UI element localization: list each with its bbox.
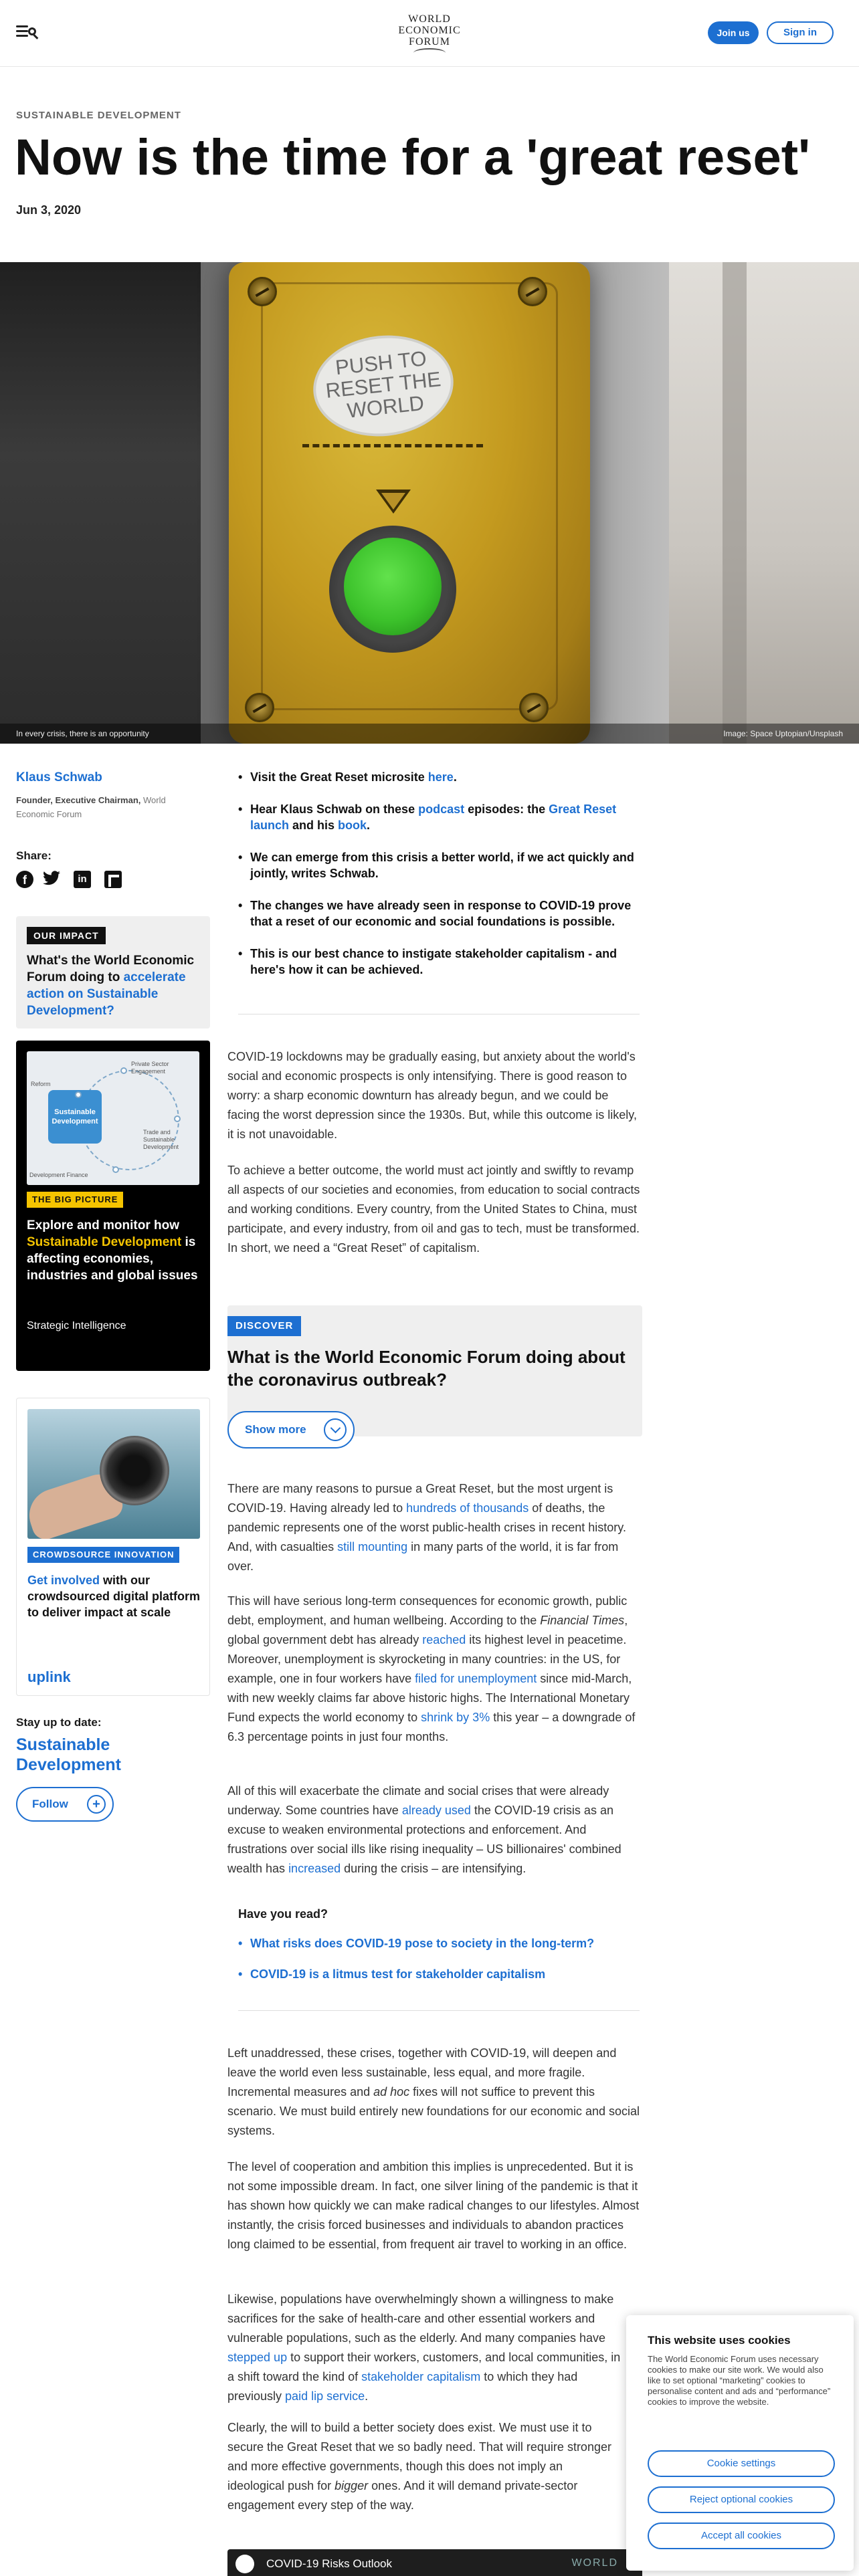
para-text: in many parts of the world, it is far from over. xyxy=(227,1540,619,1573)
screw-icon xyxy=(245,693,274,722)
menu-icon-bar xyxy=(16,35,28,37)
site-header xyxy=(0,0,859,67)
paragraph xyxy=(227,1479,642,1576)
para-text: . xyxy=(365,2389,369,2403)
paragraph: The level of cooperation and ambition this implies is unprecedented. But it is not some impossible dream. In fact, one silver lining of the pandemic is that it has shown how quickly we can make radical changes to our lifestyles. Almost instantly, the crisis forced businesses and individuals to abandon practices long claimed to be essential, from frequent air travel to working in an office. xyxy=(227,2160,640,2251)
paragraph: To achieve a better outcome, the world must act jointly and swiftly to revamp all aspects of our societies and economies, from education to social contracts and working conditions. Every country, from the United States to China, must participate, and every industry, from oil and gas to tech, must be transformed. In short, we need a “Great Reset” of capitalism. xyxy=(227,1164,640,1255)
key-point: • We can emerge from this crisis a better world, if we act quickly and jointly, writes Schwab. xyxy=(238,849,642,881)
impact-text xyxy=(27,952,199,1019)
facebook-icon[interactable]: f xyxy=(16,871,33,888)
cookie-text: The World Economic Forum uses necessary cookies to make our site work. We would also like to set optional “marketing” cookies to personalise content and ads and “performance” cookies to improve the website. xyxy=(648,2354,831,2407)
inline-link[interactable]: stepped up xyxy=(227,2351,288,2364)
inline-link[interactable]: paid lip service xyxy=(285,2389,365,2403)
hero-credit: Image: Space Uptopian/Unsplash xyxy=(723,729,843,738)
screw-icon xyxy=(518,277,547,306)
key-point-text: . xyxy=(367,819,371,832)
crowdsource-tag: CROWDSOURCE INNOVATION xyxy=(27,1547,179,1563)
strategic-intelligence-label: Strategic Intelligence xyxy=(27,1320,126,1331)
microsite-link[interactable]: here xyxy=(427,770,454,784)
screw-icon xyxy=(519,693,549,722)
para-text: This will have serious long-term consequences for economic growth, public debt, employment, and human wellbeing. According to the xyxy=(227,1594,628,1627)
impact-text-start: What's the World Economic Forum doing to xyxy=(27,954,195,984)
hero-bg-dark xyxy=(0,262,201,744)
our-impact-card[interactable] xyxy=(16,916,210,1029)
wef-logo[interactable] xyxy=(395,13,464,55)
impact-link[interactable]: accelerate action on Sustainable Development? xyxy=(27,970,186,1018)
key-point-text: episodes: the xyxy=(464,802,549,816)
big-picture-tag: THE BIG PICTURE xyxy=(27,1192,123,1208)
map-node-dot xyxy=(112,1166,119,1173)
map-node-label: Reform xyxy=(31,1081,51,1087)
inline-link[interactable]: shrink by 3% xyxy=(421,1711,490,1724)
search-icon-handle xyxy=(33,34,39,39)
menu-icon xyxy=(16,25,28,27)
follow-label: Follow xyxy=(32,1798,68,1810)
para-text: Likewise, populations have overwhelmingly shown a willingness to make sacrifices for the sake of health-care and other essential workers and vulnerable populations, such as the elderly. And many companies have xyxy=(227,2292,614,2345)
key-points xyxy=(238,769,642,994)
crowdsource-text-end: with our crowdsourced digital platform to deliver impact at scale xyxy=(27,1574,201,1619)
inline-link[interactable]: increased xyxy=(288,1862,341,1875)
para-text: this year – a downgrade of 6.3 percentage points in just four months. xyxy=(227,1711,636,1743)
para-text: All of this will exacerbate the climate and social crises that were already underway. Some countries have xyxy=(227,1784,609,1817)
big-picture-card[interactable] xyxy=(16,1041,210,1371)
plus-icon: + xyxy=(87,1795,106,1814)
video-embed[interactable] xyxy=(227,2549,642,2576)
logo-line: WORLD xyxy=(408,13,451,25)
author-name[interactable]: Klaus Schwab xyxy=(16,770,102,784)
impact-tag: OUR IMPACT xyxy=(27,927,106,944)
stay-up-to-date-label: Stay up to date: xyxy=(16,1716,102,1729)
inline-link[interactable]: already used xyxy=(401,1804,471,1817)
follow-button[interactable] xyxy=(16,1787,114,1822)
key-point: • The changes we have already seen in response to COVID-19 prove that a reset of our economic and social foundations is possible. xyxy=(238,897,642,930)
hero-image xyxy=(0,262,859,744)
related-link[interactable]: • What risks does COVID-19 pose to society in the long-term? xyxy=(238,1935,640,1951)
chevron-down-icon xyxy=(324,1418,347,1441)
related-links xyxy=(238,1935,640,1997)
flipboard-icon[interactable] xyxy=(104,871,122,888)
book-link[interactable]: book xyxy=(338,819,367,832)
key-point xyxy=(238,801,642,833)
hero-bg-light xyxy=(669,262,859,744)
para-text-em: bigger xyxy=(335,2479,369,2492)
cookie-banner xyxy=(626,2315,854,2571)
uplink-logo: uplink xyxy=(27,1669,71,1685)
paragraph xyxy=(227,2290,622,2406)
menu-icon-bar xyxy=(16,30,28,32)
hero-pole xyxy=(723,262,747,744)
share-label: Share: xyxy=(16,849,52,862)
key-point-text: Visit the Great Reset microsite xyxy=(250,770,428,784)
divider xyxy=(238,2010,640,2011)
video-logo: WORLD xyxy=(571,2557,618,2569)
para-text: since mid-March, with new weekly claims far above historic highs. The International Monetary Fund expects the world economy to xyxy=(227,1672,632,1724)
key-point: • This is our best chance to instigate stakeholder capitalism - and here's how it can be achieved. xyxy=(238,946,642,978)
article-date: Jun 3, 2020 xyxy=(16,203,82,217)
map-node-dot xyxy=(75,1091,82,1098)
paragraph: COVID-19 lockdowns may be gradually easing, but anxiety about the world's social and economic prospects is only intensifying. There is good reason to worry: a sharp economic downturn has already begun, and we could be facing the worst depression since the 1930s. But, while this outcome is likely, it is not unavoidable. xyxy=(227,1050,637,1141)
paragraph xyxy=(227,1782,642,1879)
lens-shape xyxy=(100,1436,169,1505)
green-button-ring xyxy=(329,526,456,653)
map-node-dot xyxy=(174,1115,181,1122)
map-center-node: Sustainable Development xyxy=(48,1090,102,1144)
logo-line: ECONOMIC xyxy=(398,25,461,36)
video-title[interactable]: COVID-19 Risks Outlook xyxy=(266,2557,392,2570)
author-org: World Economic Forum xyxy=(16,795,166,819)
para-text: of deaths, the pandemic represents one of the worst public-health crises in recent history. And, with casualties xyxy=(227,1501,626,1553)
para-text: to support their workers, customers, and local communities, in a shift toward the kind of xyxy=(227,2351,621,2383)
map-node-label: Development Finance xyxy=(29,1172,88,1178)
author-title: Founder, Executive Chairman, xyxy=(16,795,141,805)
inline-link[interactable]: hundreds of thousands xyxy=(406,1501,529,1515)
key-point-text: . xyxy=(453,770,457,784)
screw-icon xyxy=(248,277,277,306)
linkedin-icon[interactable]: in xyxy=(74,871,91,888)
great-reset-launch-link[interactable]: Great Reset launch xyxy=(250,802,617,832)
author-role xyxy=(16,793,190,821)
para-text: Clearly, the will to build a better society does exist. We must use it to secure the Great Reset that we so badly need. That will require stronger and more effective governments, though this does not imply an ideological push for xyxy=(227,2421,611,2492)
para-text: the COVID-19 crisis as an excuse to weaken environmental protections and enforcement. And frustrations over social ills like rising inequality – US billionaires' combined wealth has xyxy=(227,1804,622,1875)
paragraph xyxy=(227,2418,622,2515)
get-involved-link[interactable]: Get involved xyxy=(27,1574,100,1587)
have-you-read-label: Have you read? xyxy=(238,1907,328,1921)
big-picture-text xyxy=(27,1217,202,1284)
discover-tag: DISCOVER xyxy=(227,1316,301,1336)
bp-text-highlight: Sustainable Development xyxy=(27,1235,182,1249)
reset-button-box xyxy=(229,262,590,744)
menu-search-button[interactable] xyxy=(16,24,39,40)
map-node-label: Trade and Sustainable Development xyxy=(143,1129,179,1150)
reject-cookies-button[interactable]: Reject optional cookies xyxy=(648,2486,835,2513)
crowdsource-card[interactable] xyxy=(16,1398,210,1696)
cookie-title: This website uses cookies xyxy=(648,2334,791,2347)
key-point-text: Hear Klaus Schwab on these xyxy=(250,802,419,816)
para-text: fixes will not suffice to prevent this scenario. We must build entirely new foundations for our economic and social systems. xyxy=(227,2085,640,2137)
paragraph xyxy=(227,2044,642,2141)
map-node-dot xyxy=(120,1067,127,1074)
para-text: , global government debt has already xyxy=(227,1614,628,1646)
inline-link[interactable]: filed for unemployment xyxy=(415,1672,537,1685)
inline-link[interactable]: stakeholder capitalism xyxy=(361,2370,481,2383)
map-node-label: Private Sector Engagement xyxy=(131,1061,169,1075)
arrow-down-icon xyxy=(376,490,411,514)
green-push-button xyxy=(344,538,442,635)
crowdsource-text xyxy=(27,1572,203,1620)
join-us-button[interactable]: Join us xyxy=(708,21,759,44)
follow-topic[interactable]: Sustainable Development xyxy=(16,1735,121,1774)
logo-arc xyxy=(413,48,446,58)
paragraph xyxy=(227,1592,642,1747)
accept-cookies-button[interactable]: Accept all cookies xyxy=(648,2523,835,2549)
article-title: Now is the time for a 'great reset' xyxy=(15,129,811,186)
inline-link[interactable]: still mounting xyxy=(337,1540,408,1553)
logo-line: FORUM xyxy=(409,36,450,47)
show-more-label: Show more xyxy=(245,1423,306,1436)
discover-heading: What is the World Economic Forum doing about the coronavirus outbreak? xyxy=(227,1347,626,1390)
para-text: ones. And it will demand private-sector engagement every step of the way. xyxy=(227,2479,578,2512)
para-text: its highest level in peacetime. Moreover, unemployment is skyrocketing in many countries: in the US, for example, one in four workers have xyxy=(227,1633,627,1685)
hero-caption: In every crisis, there is an opportunity xyxy=(16,729,149,738)
push-to-reset-sticker: PUSH TO RESET THE WORLD xyxy=(308,328,459,443)
inline-link[interactable]: reached xyxy=(422,1633,466,1646)
twitter-icon[interactable] xyxy=(43,871,60,888)
key-point xyxy=(238,769,642,785)
para-text-em: Financial Times xyxy=(540,1614,625,1627)
para-text: to which they had previously xyxy=(227,2370,578,2403)
transformation-map-image xyxy=(27,1051,199,1185)
lens-photo xyxy=(27,1409,200,1539)
sign-in-button[interactable]: Sign in xyxy=(767,21,834,44)
related-link[interactable]: • COVID-19 is a litmus test for stakeholder capitalism xyxy=(238,1966,640,1982)
cookie-settings-button[interactable]: Cookie settings xyxy=(648,2450,835,2477)
key-point-text: and his xyxy=(289,819,339,832)
para-text: Left unaddressed, these crises, together with COVID-19, will deepen and leave the world even less sustainable, less equal, and more fragile. Incremental measures and xyxy=(227,2046,617,2099)
para-text-em: ad hoc xyxy=(373,2085,410,2099)
bp-text-start: Explore and monitor how xyxy=(27,1218,180,1232)
article-topic[interactable]: SUSTAINABLE DEVELOPMENT xyxy=(16,110,181,121)
podcast-link[interactable]: podcast xyxy=(418,802,465,816)
bp-text-end: is affecting economies, industries and global issues xyxy=(27,1235,198,1283)
para-text: during the crisis – are intensifying. xyxy=(341,1862,527,1875)
dashed-line xyxy=(302,444,483,447)
para-text: There are many reasons to pursue a Great Reset, but the most urgent is COVID-19. Having already led to xyxy=(227,1482,613,1515)
channel-avatar xyxy=(235,2555,254,2573)
show-more-button[interactable] xyxy=(227,1411,355,1448)
